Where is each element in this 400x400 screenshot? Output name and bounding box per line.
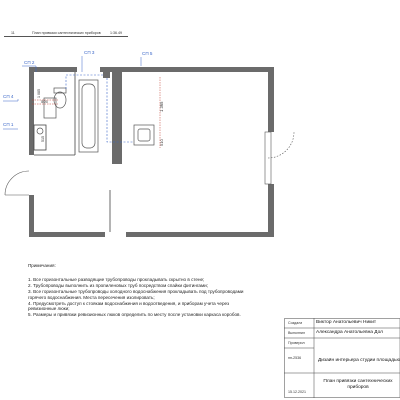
- bathtub-basin: [82, 84, 95, 148]
- kitchen-sink-bowl: [138, 129, 150, 141]
- dimension-label: 510: [159, 139, 164, 146]
- washer-drum: [37, 128, 43, 134]
- sheet-number: 11: [11, 31, 15, 35]
- project-name: Дизайн интерьера студии площадью: [318, 358, 400, 363]
- dimension-label: 515: [41, 136, 45, 142]
- section-marker-line: [3, 99, 18, 101]
- date: 15.12.2021: [288, 390, 306, 394]
- section-marker: СП 1: [3, 122, 14, 127]
- title-block: [284, 318, 400, 398]
- dimension-label: 1 085: [37, 89, 41, 98]
- wall-partition: [112, 72, 122, 164]
- dimension-label: 1 365: [159, 101, 164, 112]
- section-marker: СП 3: [84, 50, 95, 55]
- section-marker: СП 4: [3, 94, 14, 99]
- notes-block: [28, 263, 328, 318]
- stack-column: [103, 72, 110, 78]
- notes-title: Примечания:: [28, 263, 56, 268]
- sheet-scale: 1:36.49: [110, 31, 122, 35]
- doors: [5, 132, 294, 195]
- created-value: Виктор Анатольевич Никит: [316, 320, 377, 325]
- note-item: 3. Все горизонтальные трубопроводы холодного водоснабжения прокладывать под трубопроводами горячего водоснабжения. Места пересечения изолировать;: [28, 288, 244, 300]
- note-item: 5. Размеры и привязки ревизионных люков определить по месту после установки каркаса коробов.: [28, 312, 241, 318]
- section-marker: СП 2: [24, 60, 35, 65]
- entrance-door-swing: [5, 171, 29, 195]
- dimension-label: 505: [41, 99, 48, 104]
- done-value: Александра Анатольевна Дол: [316, 330, 383, 335]
- created-label: Создала: [288, 321, 303, 325]
- wall-right-lower: [268, 184, 274, 237]
- partitions: [34, 72, 110, 232]
- done-label: Выполнил: [288, 331, 306, 335]
- pipe-routes: [66, 75, 134, 142]
- note-item: 1. Все горизонтальные разводящие трубопроводы прокладывать скрытно в стене;: [28, 276, 205, 282]
- checked-label: Проверил: [288, 341, 305, 345]
- fixtures: [37, 80, 154, 152]
- note-item: 4. Предусмотреть доступ к стоякам водоснабжения и водоотведения, и приборам учета через ревизионные люки;: [28, 300, 230, 312]
- wall-top: [100, 67, 274, 72]
- kitchen-sink: [134, 125, 154, 145]
- pipe-route-bath: [66, 75, 103, 90]
- note-item: 2. Трубопроводы выполнить из пропиленовых труб посредством спайки фитингами;: [28, 282, 208, 288]
- sheet-title: План привязки сантехнических приборов: [32, 31, 101, 35]
- dimension-lines: [32, 77, 160, 148]
- wall-bottom-right: [126, 232, 274, 237]
- project-code: нн-2536: [288, 356, 302, 360]
- sheet-name: План привязки сантехнических приборов: [323, 379, 393, 390]
- wall-left-lower: [29, 195, 34, 237]
- wall-bottom-left: [29, 232, 105, 237]
- balcony-door-swing: [268, 132, 294, 158]
- wall-right-upper: [268, 67, 274, 132]
- section-marker: СП 5: [142, 51, 153, 56]
- wall-left-upper: [29, 67, 34, 155]
